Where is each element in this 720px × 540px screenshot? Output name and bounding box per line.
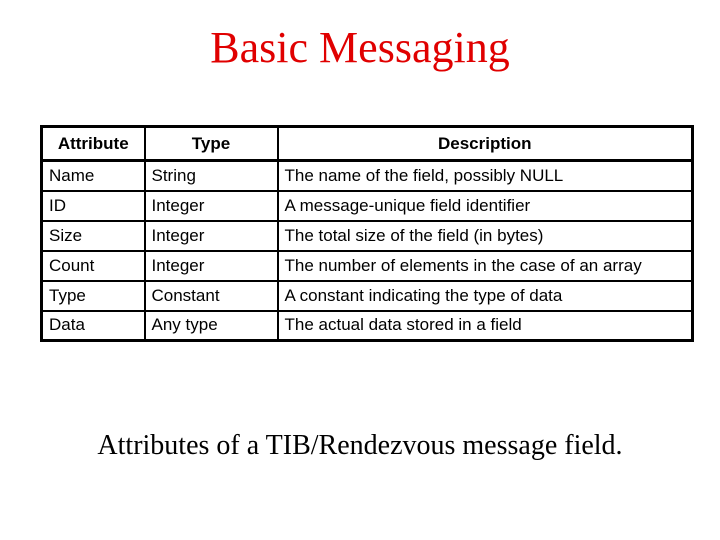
cell-description: The number of elements in the case of an array — [278, 251, 693, 281]
table-row — [42, 221, 693, 251]
cell-type: Integer — [145, 251, 278, 281]
table-header-row — [42, 127, 693, 161]
cell-description: A constant indicating the type of data — [278, 281, 693, 311]
cell-type: Integer — [145, 191, 278, 221]
slide-caption: Attributes of a TIB/Rendezvous message field. — [97, 430, 623, 461]
cell-attribute: Type — [42, 281, 145, 311]
cell-type: Any type — [145, 311, 278, 341]
cell-attribute: Size — [42, 221, 145, 251]
header-type: Type — [145, 127, 278, 161]
cell-attribute: ID — [42, 191, 145, 221]
table-row — [42, 281, 693, 311]
table-row — [42, 161, 693, 191]
cell-attribute: Name — [42, 161, 145, 191]
cell-description: The total size of the field (in bytes) — [278, 221, 693, 251]
cell-description: The name of the field, possibly NULL — [278, 161, 693, 191]
table-row — [42, 191, 693, 221]
cell-attribute: Count — [42, 251, 145, 281]
cell-description: A message-unique field identifier — [278, 191, 693, 221]
cell-type: Integer — [145, 221, 278, 251]
slide-title: Basic Messaging — [210, 23, 510, 72]
cell-type: Constant — [145, 281, 278, 311]
table-row — [42, 311, 693, 341]
header-description: Description — [278, 127, 693, 161]
attributes-table — [40, 125, 694, 342]
cell-description: The actual data stored in a field — [278, 311, 693, 341]
table-row — [42, 251, 693, 281]
header-attribute: Attribute — [42, 127, 145, 161]
cell-type: String — [145, 161, 278, 191]
cell-attribute: Data — [42, 311, 145, 341]
